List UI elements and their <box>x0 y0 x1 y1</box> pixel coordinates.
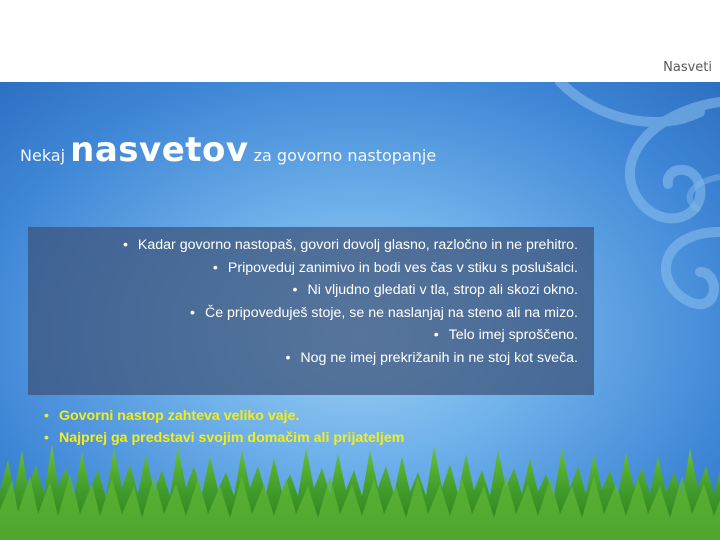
list-item: • Telo imej sproščeno. <box>433 327 578 344</box>
tips-list <box>123 234 578 370</box>
list-item: • Pripoveduj zanimivo in bodi ves čas v stiku s poslušalci. <box>212 259 578 276</box>
bullet: • <box>44 408 49 424</box>
bullet: • <box>285 349 291 366</box>
section-label: Nasveti <box>663 60 712 75</box>
list-item: • Najprej ga predstavi svojim domačim ali prijateljem <box>44 430 405 446</box>
list-item: • Govorni nastop zahteva veliko vaje. <box>44 408 300 424</box>
slide-header <box>0 0 720 82</box>
bullet: • <box>189 304 195 321</box>
bullet: • <box>122 237 128 253</box>
bullet: • <box>212 259 218 276</box>
bullet: • <box>433 327 439 344</box>
title-main: nasvetov <box>70 130 249 170</box>
list-item: • Če pripoveduješ stoje, se ne naslanjaj na steno ali na mizo. <box>189 304 578 321</box>
tips-panel <box>28 227 594 395</box>
title-prefix: Nekaj <box>20 146 66 165</box>
bullet: • <box>44 430 49 446</box>
notes-list <box>44 405 404 449</box>
slide-title <box>20 130 436 170</box>
list-item: • Nog ne imej prekrižanih in ne stoj kot sveča. <box>285 349 578 366</box>
list-item: • Ni vljudno gledati v tla, strop ali skozi okno. <box>292 282 578 299</box>
title-suffix: za govorno nastopanje <box>253 146 437 165</box>
list-item: • Kadar govorno nastopaš, govori dovolj glasno, razločno in ne prehitro. <box>122 237 578 253</box>
bullet: • <box>292 282 298 299</box>
